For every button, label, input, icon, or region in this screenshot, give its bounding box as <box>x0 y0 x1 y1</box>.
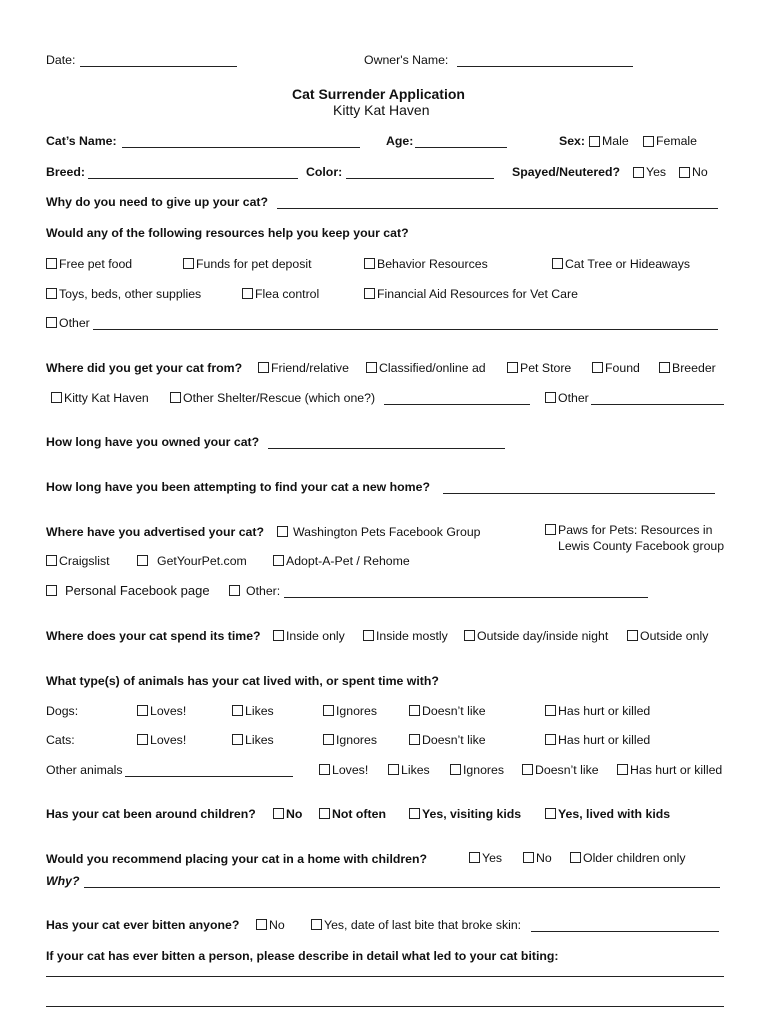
other-doesnt-like-label: Doesn’t like <box>535 763 599 777</box>
recommend-yes-checkbox[interactable] <box>469 852 480 863</box>
recommend-why-label: Why? <box>46 874 80 888</box>
sex-label: Sex: <box>559 134 585 148</box>
cats-likes-checkbox[interactable] <box>232 734 243 745</box>
why-give-up-field[interactable] <box>277 208 718 209</box>
bitten-no-label: No <box>269 918 285 932</box>
date-label: Date: <box>46 53 76 67</box>
advertised-question: Where have you advertised your cat? <box>46 525 264 539</box>
spayed-no-label: No <box>692 165 708 179</box>
bite-describe-label: If your cat has ever bitten a person, please describe in detail what led to your cat biting: <box>46 949 559 963</box>
other-shelter-checkbox[interactable] <box>170 392 181 403</box>
flea-control-label: Flea control <box>255 287 320 301</box>
classified-ad-label: Classified/online ad <box>379 361 486 375</box>
pet-deposit-label: Funds for pet deposit <box>196 257 312 271</box>
cats-ignores-checkbox[interactable] <box>323 734 334 745</box>
friend-relative-checkbox[interactable] <box>258 362 269 373</box>
other-loves-checkbox[interactable] <box>319 764 330 775</box>
getyourpet-label: GetYourPet.com <box>157 554 247 568</box>
animals-question: What type(s) of animals has your cat lived with, or spent time with? <box>46 674 439 688</box>
pet-deposit-checkbox[interactable] <box>183 258 194 269</box>
pet-store-label: Pet Store <box>520 361 572 375</box>
dogs-hurt-label: Has hurt or killed <box>558 704 651 718</box>
breed-field[interactable] <box>88 178 298 179</box>
other-animals-field[interactable] <box>125 776 293 777</box>
color-field[interactable] <box>346 178 494 179</box>
cats-likes-label: Likes <box>245 733 274 747</box>
resources-other-checkbox[interactable] <box>46 317 57 328</box>
cat-name-label: Cat’s Name: <box>46 134 117 148</box>
cats-ignores-label: Ignores <box>336 733 378 747</box>
owned-duration-label: How long have you owned your cat? <box>46 435 260 449</box>
inside-mostly-checkbox[interactable] <box>363 630 374 641</box>
sex-male-label: Male <box>602 134 629 148</box>
flea-control-checkbox[interactable] <box>242 288 253 299</box>
pet-store-checkbox[interactable] <box>507 362 518 373</box>
other-ignores-label: Ignores <box>463 763 505 777</box>
resources-other-label: Other <box>59 316 90 330</box>
cats-row-label: Cats: <box>46 733 75 747</box>
source-other-checkbox[interactable] <box>545 392 556 403</box>
inside-mostly-label: Inside mostly <box>376 629 448 643</box>
children-question: Has your cat been around children? <box>46 807 256 821</box>
other-likes-label: Likes <box>401 763 430 777</box>
recommend-no-label: No <box>536 851 552 865</box>
children-no-label: No <box>286 807 303 821</box>
bitten-question: Has your cat ever bitten anyone? <box>46 918 240 932</box>
breeder-label: Breeder <box>672 361 716 375</box>
attempting-duration-label: How long have you been attempting to find your cat a new home? <box>46 480 430 494</box>
children-not-often-label: Not often <box>332 807 386 821</box>
attempting-duration-field[interactable] <box>443 493 715 494</box>
craigslist-checkbox[interactable] <box>46 555 57 566</box>
spayed-yes-label: Yes <box>646 165 667 179</box>
recommend-older-label: Older children only <box>583 851 686 865</box>
breeder-checkbox[interactable] <box>659 362 670 373</box>
dogs-doesnt-like-label: Doesn’t like <box>422 704 486 718</box>
outside-day-label: Outside day/inside night <box>477 629 609 643</box>
paws-for-pets-label-line2: Lewis County Facebook group <box>558 539 725 553</box>
cat-tree-label: Cat Tree or Hideaways <box>565 257 691 271</box>
advertised-other-checkbox[interactable] <box>229 585 240 596</box>
other-animals-row-label: Other animals <box>46 763 123 777</box>
dogs-likes-checkbox[interactable] <box>232 705 243 716</box>
other-hurt-checkbox[interactable] <box>617 764 628 775</box>
found-label: Found <box>605 361 640 375</box>
children-lived-label: Yes, lived with kids <box>558 807 671 821</box>
children-not-often-checkbox[interactable] <box>319 808 330 819</box>
children-visiting-checkbox[interactable] <box>409 808 420 819</box>
adopt-a-pet-label: Adopt-A-Pet / Rehome <box>286 554 410 568</box>
found-checkbox[interactable] <box>592 362 603 373</box>
why-give-up-label: Why do you need to give up your cat? <box>46 195 269 209</box>
bite-describe-line-1[interactable] <box>46 976 724 977</box>
recommend-why-field[interactable] <box>84 887 720 888</box>
other-loves-label: Loves! <box>332 763 369 777</box>
recommend-no-checkbox[interactable] <box>523 852 534 863</box>
bitten-yes-label: Yes, date of last bite that broke skin: <box>324 918 522 932</box>
owner-name-label: Owner's Name: <box>364 53 449 67</box>
dogs-ignores-label: Ignores <box>336 704 378 718</box>
form-subtitle: Kitty Kat Haven <box>333 102 430 118</box>
cats-loves-label: Loves! <box>150 733 187 747</box>
paws-for-pets-label: Paws for Pets: Resources in <box>558 523 713 537</box>
owner-name-field[interactable] <box>457 66 633 67</box>
dogs-row-label: Dogs: <box>46 704 79 718</box>
children-lived-checkbox[interactable] <box>545 808 556 819</box>
cats-hurt-checkbox[interactable] <box>545 734 556 745</box>
time-spent-question: Where does your cat spend its time? <box>46 629 261 643</box>
classified-ad-checkbox[interactable] <box>366 362 377 373</box>
cat-tree-checkbox[interactable] <box>552 258 563 269</box>
bite-describe-line-2[interactable] <box>46 1006 724 1007</box>
cat-name-field[interactable] <box>122 147 360 148</box>
other-doesnt-like-checkbox[interactable] <box>522 764 533 775</box>
breed-label: Breed: <box>46 165 85 179</box>
toys-supplies-label: Toys, beds, other supplies <box>59 287 202 301</box>
friend-relative-label: Friend/relative <box>271 361 349 375</box>
cats-loves-checkbox[interactable] <box>137 734 148 745</box>
inside-only-checkbox[interactable] <box>273 630 284 641</box>
spayed-no-checkbox[interactable] <box>679 167 690 178</box>
kitty-kat-haven-label: Kitty Kat Haven <box>64 391 149 405</box>
sex-male-checkbox[interactable] <box>589 136 600 147</box>
cats-doesnt-like-label: Doesn’t like <box>422 733 486 747</box>
vet-aid-checkbox[interactable] <box>364 288 375 299</box>
other-hurt-label: Has hurt or killed <box>630 763 723 777</box>
resources-other-field[interactable] <box>93 329 718 330</box>
toys-supplies-checkbox[interactable] <box>46 288 57 299</box>
color-label: Color: <box>306 165 343 179</box>
washington-pets-label: Washington Pets Facebook Group <box>293 525 481 539</box>
free-pet-food-checkbox[interactable] <box>46 258 57 269</box>
cats-doesnt-like-checkbox[interactable] <box>409 734 420 745</box>
washington-pets-checkbox[interactable] <box>277 526 288 537</box>
dogs-loves-checkbox[interactable] <box>137 705 148 716</box>
date-field[interactable] <box>80 66 237 67</box>
behavior-resources-label: Behavior Resources <box>377 257 488 271</box>
personal-facebook-label: Personal Facebook page <box>65 583 210 598</box>
spayed-label: Spayed/Neutered? <box>512 165 620 179</box>
children-no-checkbox[interactable] <box>273 808 284 819</box>
outside-only-checkbox[interactable] <box>627 630 638 641</box>
sex-female-checkbox[interactable] <box>643 136 654 147</box>
getyourpet-checkbox[interactable] <box>137 555 148 566</box>
recommend-question: Would you recommend placing your cat in a home with children? <box>46 852 428 866</box>
sex-female-label: Female <box>656 134 698 148</box>
vet-aid-label: Financial Aid Resources for Vet Care <box>377 287 578 301</box>
bitten-yes-checkbox[interactable] <box>311 919 322 930</box>
inside-only-label: Inside only <box>286 629 345 643</box>
resources-question: Would any of the following resources help you keep your cat? <box>46 226 409 240</box>
age-field[interactable] <box>415 147 507 148</box>
other-shelter-field[interactable] <box>384 404 530 405</box>
source-other-label: Other <box>558 391 589 405</box>
dogs-hurt-checkbox[interactable] <box>545 705 556 716</box>
paws-for-pets-checkbox[interactable] <box>545 524 556 535</box>
other-likes-checkbox[interactable] <box>388 764 399 775</box>
personal-facebook-checkbox[interactable] <box>46 585 57 596</box>
dogs-doesnt-like-checkbox[interactable] <box>409 705 420 716</box>
dogs-likes-label: Likes <box>245 704 274 718</box>
source-other-field[interactable] <box>591 404 724 405</box>
advertised-other-label: Other: <box>246 584 281 598</box>
craigslist-label: Craigslist <box>59 554 110 568</box>
other-shelter-label: Other Shelter/Rescue (which one?) <box>183 391 376 405</box>
form-title: Cat Surrender Application <box>292 86 465 102</box>
behavior-resources-checkbox[interactable] <box>364 258 375 269</box>
outside-only-label: Outside only <box>640 629 709 643</box>
age-label: Age: <box>386 134 414 148</box>
advertised-other-field[interactable] <box>284 597 648 598</box>
dogs-ignores-checkbox[interactable] <box>323 705 334 716</box>
spayed-yes-checkbox[interactable] <box>633 167 644 178</box>
other-ignores-checkbox[interactable] <box>450 764 461 775</box>
recommend-older-checkbox[interactable] <box>570 852 581 863</box>
source-question: Where did you get your cat from? <box>46 361 243 375</box>
owned-duration-field[interactable] <box>268 448 505 449</box>
bitten-no-checkbox[interactable] <box>256 919 267 930</box>
recommend-yes-label: Yes <box>482 851 503 865</box>
cats-hurt-label: Has hurt or killed <box>558 733 651 747</box>
outside-day-checkbox[interactable] <box>464 630 475 641</box>
children-visiting-label: Yes, visiting kids <box>422 807 522 821</box>
free-pet-food-label: Free pet food <box>59 257 133 271</box>
kitty-kat-haven-checkbox[interactable] <box>51 392 62 403</box>
adopt-a-pet-checkbox[interactable] <box>273 555 284 566</box>
bite-date-field[interactable] <box>531 931 719 932</box>
dogs-loves-label: Loves! <box>150 704 187 718</box>
